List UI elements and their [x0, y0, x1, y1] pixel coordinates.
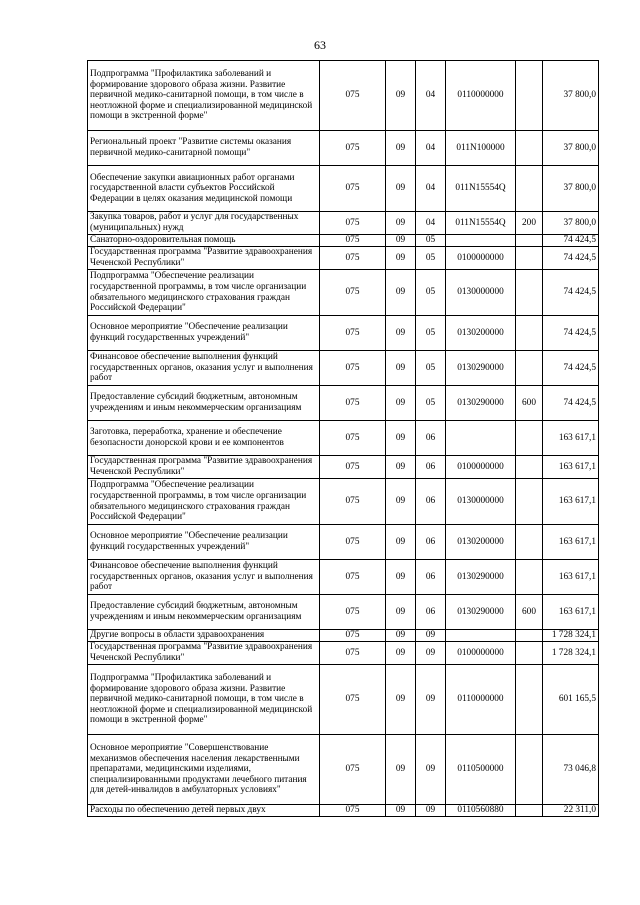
row-name-cell: Финансовое обеспечение выполнения функций государственных органов, оказания услуг и выполнения работ — [88, 560, 320, 595]
row-vr-cell — [516, 247, 543, 270]
row-csr-cell: 0100000000 — [446, 642, 516, 665]
row-vr-cell — [516, 421, 543, 456]
row-sum-cell: 74 424,5 — [543, 316, 599, 351]
row-rz-cell: 09 — [386, 421, 416, 456]
row-ved-cell: 075 — [320, 316, 386, 351]
row-sum-cell: 22 311,0 — [543, 805, 599, 817]
row-vr-cell — [516, 270, 543, 316]
row-sum-cell: 74 424,5 — [543, 247, 599, 270]
row-rz-cell: 09 — [386, 131, 416, 166]
row-sum-cell: 1 728 324,1 — [543, 630, 599, 642]
row-csr-cell: 011N100000 — [446, 131, 516, 166]
table-row — [88, 805, 599, 817]
row-ved-cell: 075 — [320, 421, 386, 456]
row-vr-cell — [516, 642, 543, 665]
row-pr-cell: 06 — [416, 456, 446, 479]
row-pr-cell: 04 — [416, 212, 446, 235]
row-sum-cell: 74 424,5 — [543, 386, 599, 421]
row-ved-cell: 075 — [320, 131, 386, 166]
row-ved-cell: 075 — [320, 665, 386, 735]
row-csr-cell: 0130000000 — [446, 479, 516, 525]
row-rz-cell: 09 — [386, 560, 416, 595]
row-csr-cell: 0130290000 — [446, 595, 516, 630]
row-csr-cell: 0110000000 — [446, 665, 516, 735]
row-ved-cell: 075 — [320, 479, 386, 525]
row-vr-cell — [516, 61, 543, 131]
table-row — [88, 212, 599, 235]
row-ved-cell: 075 — [320, 247, 386, 270]
row-name-cell: Финансовое обеспечение выполнения функций государственных органов, оказания услуг и выполнения работ — [88, 351, 320, 386]
row-ved-cell: 075 — [320, 270, 386, 316]
row-vr-cell — [516, 351, 543, 386]
row-name-cell: Подпрограмма "Профилактика заболеваний и формирование здорового образа жизни. Развитие первичной медико-санитарной помощи, в том числе в неотложной форме и специализированной медицинской помощи в экстренной форме" — [88, 665, 320, 735]
row-name-cell: Другие вопросы в области здравоохранения — [88, 630, 320, 642]
row-vr-cell — [516, 805, 543, 817]
table-row — [88, 595, 599, 630]
row-csr-cell: 0130290000 — [446, 560, 516, 595]
row-rz-cell: 09 — [386, 595, 416, 630]
row-pr-cell: 09 — [416, 665, 446, 735]
row-rz-cell: 09 — [386, 735, 416, 805]
row-rz-cell: 09 — [386, 247, 416, 270]
table-row — [88, 665, 599, 735]
row-vr-cell — [516, 166, 543, 212]
page-number: 63 — [314, 38, 326, 52]
row-sum-cell: 601 165,5 — [543, 665, 599, 735]
row-sum-cell: 163 617,1 — [543, 595, 599, 630]
table-row — [88, 247, 599, 270]
row-pr-cell: 04 — [416, 131, 446, 166]
row-sum-cell: 73 046,8 — [543, 735, 599, 805]
row-pr-cell: 06 — [416, 595, 446, 630]
row-rz-cell: 09 — [386, 351, 416, 386]
row-csr-cell: 0130290000 — [446, 351, 516, 386]
row-ved-cell: 075 — [320, 212, 386, 235]
row-name-cell: Подпрограмма "Обеспечение реализации государственной программы, в том числе организации обязательного медицинского страхования граждан Российской Федерации" — [88, 479, 320, 525]
row-ved-cell: 075 — [320, 630, 386, 642]
row-pr-cell: 05 — [416, 235, 446, 247]
row-rz-cell: 09 — [386, 805, 416, 817]
row-name-cell: Государственная программа "Развитие здравоохранения Чеченской Республики" — [88, 247, 320, 270]
table-row — [88, 166, 599, 212]
row-sum-cell: 1 728 324,1 — [543, 642, 599, 665]
row-name-cell: Обеспечение закупки авиационных работ органами государственной власти субъектов Российской Федерации в целях оказания медицинской помощи — [88, 166, 320, 212]
row-csr-cell: 0130000000 — [446, 270, 516, 316]
row-csr-cell: 0130290000 — [446, 386, 516, 421]
row-ved-cell: 075 — [320, 560, 386, 595]
row-ved-cell: 075 — [320, 525, 386, 560]
row-ved-cell: 075 — [320, 735, 386, 805]
row-name-cell: Подпрограмма "Профилактика заболеваний и формирование здорового образа жизни. Развитие первичной медико-санитарной помощи, в том числе в неотложной форме и специализированной медицинской помощи в экстренной форме" — [88, 61, 320, 131]
row-rz-cell: 09 — [386, 665, 416, 735]
row-pr-cell: 06 — [416, 479, 446, 525]
table-row — [88, 630, 599, 642]
row-pr-cell: 05 — [416, 247, 446, 270]
row-rz-cell: 09 — [386, 270, 416, 316]
row-name-cell: Заготовка, переработка, хранение и обеспечение безопасности донорской крови и ее компонентов — [88, 421, 320, 456]
table-row — [88, 386, 599, 421]
table-row — [88, 235, 599, 247]
row-rz-cell: 09 — [386, 525, 416, 560]
row-ved-cell: 075 — [320, 351, 386, 386]
row-csr-cell: 011N15554Q — [446, 212, 516, 235]
row-sum-cell: 37 800,0 — [543, 166, 599, 212]
row-vr-cell: 600 — [516, 386, 543, 421]
row-sum-cell: 163 617,1 — [543, 421, 599, 456]
row-name-cell: Предоставление субсидий бюджетным, автономным учреждениям и иным некоммерческим организациям — [88, 386, 320, 421]
row-pr-cell: 09 — [416, 642, 446, 665]
row-sum-cell: 163 617,1 — [543, 456, 599, 479]
row-pr-cell: 06 — [416, 560, 446, 595]
row-sum-cell: 74 424,5 — [543, 351, 599, 386]
row-rz-cell: 09 — [386, 235, 416, 247]
row-csr-cell: 0110560880 — [446, 805, 516, 817]
table-row — [88, 735, 599, 805]
row-vr-cell — [516, 131, 543, 166]
row-rz-cell: 09 — [386, 61, 416, 131]
row-rz-cell: 09 — [386, 212, 416, 235]
row-csr-cell: 0110500000 — [446, 735, 516, 805]
row-sum-cell: 163 617,1 — [543, 525, 599, 560]
table-row — [88, 316, 599, 351]
row-pr-cell: 05 — [416, 270, 446, 316]
row-csr-cell: 0100000000 — [446, 456, 516, 479]
table-row — [88, 421, 599, 456]
row-pr-cell: 05 — [416, 351, 446, 386]
row-name-cell: Подпрограмма "Обеспечение реализации государственной программы, в том числе организации обязательного медицинского страхования граждан Российской Федерации" — [88, 270, 320, 316]
row-name-cell: Основное мероприятие "Совершенствование механизмов обеспечения населения лекарственными препаратами, медицинскими изделиями, специализированными продуктами лечебного питания для детей-инвалидов в амбулаторных условиях" — [88, 735, 320, 805]
row-name-cell: Санаторно-оздоровительная помощь — [88, 235, 320, 247]
row-name-cell: Расходы по обеспечению детей первых двух — [88, 805, 320, 817]
row-ved-cell: 075 — [320, 805, 386, 817]
row-name-cell: Региональный проект "Развитие системы оказания первичной медико-санитарной помощи" — [88, 131, 320, 166]
row-pr-cell: 05 — [416, 386, 446, 421]
row-pr-cell: 09 — [416, 735, 446, 805]
row-pr-cell: 06 — [416, 421, 446, 456]
row-pr-cell: 05 — [416, 316, 446, 351]
row-vr-cell — [516, 735, 543, 805]
row-vr-cell — [516, 316, 543, 351]
row-csr-cell: 0130200000 — [446, 525, 516, 560]
row-rz-cell: 09 — [386, 386, 416, 421]
table-row — [88, 479, 599, 525]
row-name-cell: Государственная программа "Развитие здравоохранения Чеченской Республики" — [88, 642, 320, 665]
row-csr-cell — [446, 235, 516, 247]
row-sum-cell: 74 424,5 — [543, 270, 599, 316]
row-vr-cell — [516, 235, 543, 247]
row-sum-cell: 37 800,0 — [543, 131, 599, 166]
row-rz-cell: 09 — [386, 456, 416, 479]
row-vr-cell: 200 — [516, 212, 543, 235]
table-row — [88, 351, 599, 386]
row-csr-cell: 0110000000 — [446, 61, 516, 131]
row-pr-cell: 04 — [416, 61, 446, 131]
row-csr-cell: 011N15554Q — [446, 166, 516, 212]
table-row — [88, 270, 599, 316]
row-rz-cell: 09 — [386, 166, 416, 212]
row-rz-cell: 09 — [386, 630, 416, 642]
row-vr-cell — [516, 665, 543, 735]
row-ved-cell: 075 — [320, 166, 386, 212]
row-ved-cell: 075 — [320, 456, 386, 479]
table-row — [88, 131, 599, 166]
row-sum-cell: 74 424,5 — [543, 235, 599, 247]
row-name-cell: Основное мероприятие "Обеспечение реализации функций государственных учреждений" — [88, 316, 320, 351]
table-row — [88, 642, 599, 665]
row-vr-cell — [516, 456, 543, 479]
row-rz-cell: 09 — [386, 316, 416, 351]
row-ved-cell: 075 — [320, 386, 386, 421]
budget-table — [87, 60, 599, 817]
table-body — [88, 61, 599, 817]
table-row — [88, 456, 599, 479]
row-name-cell: Закупка товаров, работ и услуг для государственных (муниципальных) нужд — [88, 212, 320, 235]
row-csr-cell: 0100000000 — [446, 247, 516, 270]
row-rz-cell: 09 — [386, 642, 416, 665]
row-pr-cell: 09 — [416, 805, 446, 817]
row-sum-cell: 163 617,1 — [543, 560, 599, 595]
row-vr-cell — [516, 560, 543, 595]
row-csr-cell — [446, 421, 516, 456]
table-row — [88, 560, 599, 595]
row-sum-cell: 163 617,1 — [543, 479, 599, 525]
row-pr-cell: 04 — [416, 166, 446, 212]
row-sum-cell: 37 800,0 — [543, 61, 599, 131]
row-csr-cell: 0130200000 — [446, 316, 516, 351]
row-rz-cell: 09 — [386, 479, 416, 525]
row-ved-cell: 075 — [320, 595, 386, 630]
row-vr-cell — [516, 525, 543, 560]
row-ved-cell: 075 — [320, 61, 386, 131]
row-ved-cell: 075 — [320, 235, 386, 247]
row-pr-cell: 06 — [416, 525, 446, 560]
table-row — [88, 525, 599, 560]
row-pr-cell: 09 — [416, 630, 446, 642]
row-name-cell: Предоставление субсидий бюджетным, автономным учреждениям и иным некоммерческим организациям — [88, 595, 320, 630]
table-row — [88, 61, 599, 131]
row-vr-cell: 600 — [516, 595, 543, 630]
row-csr-cell — [446, 630, 516, 642]
row-vr-cell — [516, 630, 543, 642]
row-name-cell: Государственная программа "Развитие здравоохранения Чеченской Республики" — [88, 456, 320, 479]
row-sum-cell: 37 800,0 — [543, 212, 599, 235]
row-vr-cell — [516, 479, 543, 525]
row-name-cell: Основное мероприятие "Обеспечение реализации функций государственных учреждений" — [88, 525, 320, 560]
row-ved-cell: 075 — [320, 642, 386, 665]
